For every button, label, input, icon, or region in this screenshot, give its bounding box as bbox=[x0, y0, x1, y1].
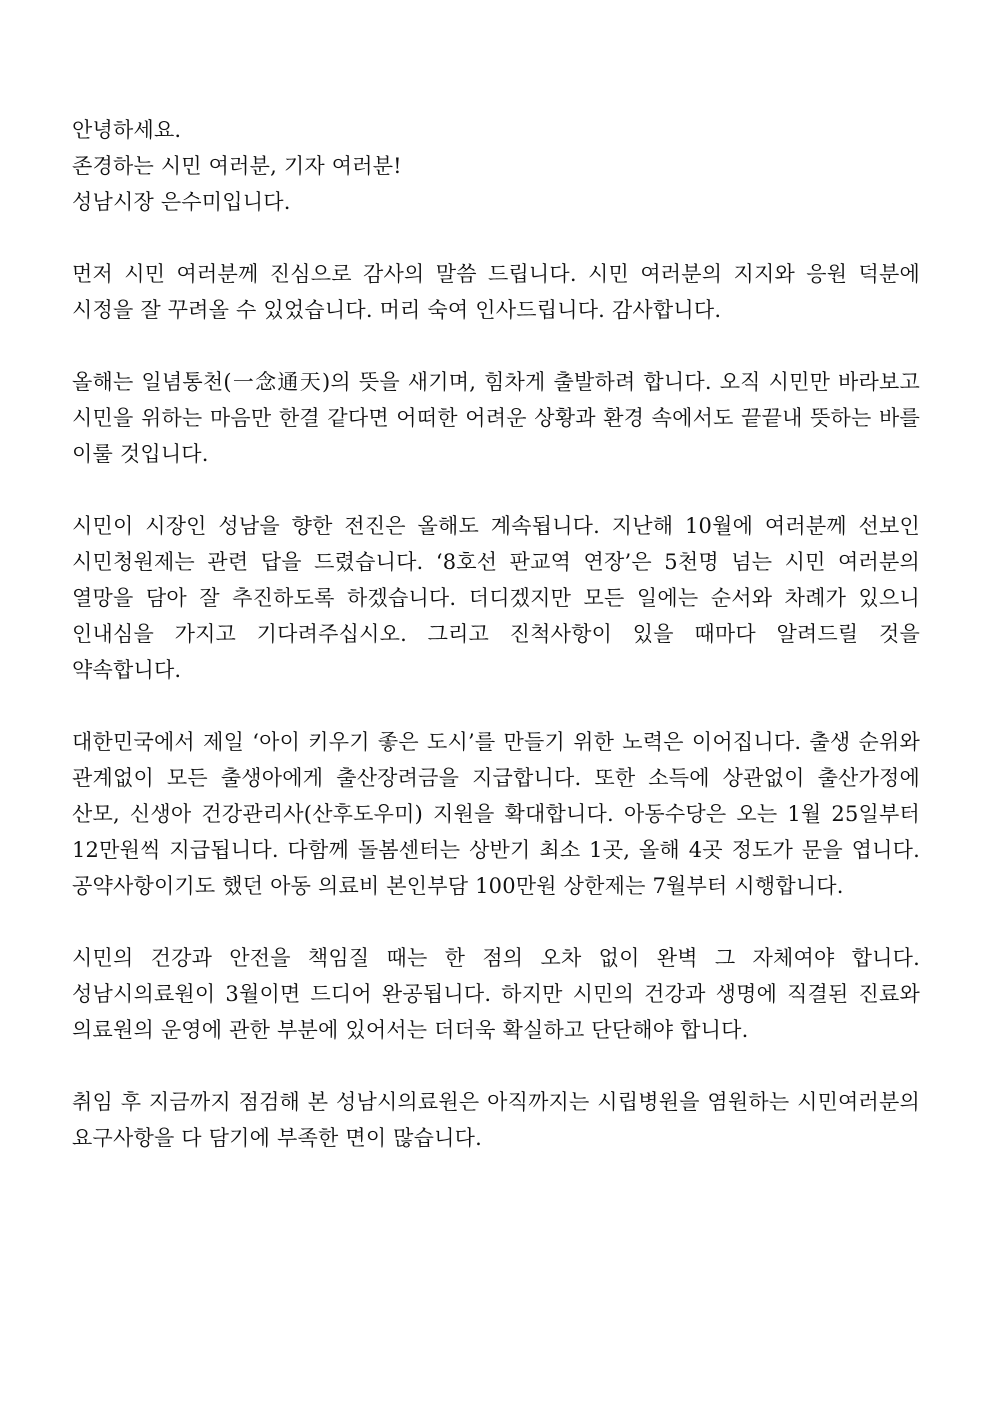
paragraph-gap bbox=[72, 1048, 920, 1084]
greeting-hello: 안녕하세요. bbox=[72, 118, 182, 142]
paragraph-gap bbox=[72, 220, 920, 256]
paragraph-resolution: 올해는 일념통천(一念通天)의 뜻을 새기며, 힘차게 출발하려 합니다. 오직 시민만 바라보고 시민을 위하는 마음만 한결 같다면 어떠한 어려운 상황과 환경 속에서도 끝끝내 뜻하는 바를 이룰 것입니다. bbox=[72, 370, 920, 466]
paragraph-gap bbox=[72, 688, 920, 724]
greeting-audience: 존경하는 시민 여러분, 기자 여러분! bbox=[72, 154, 402, 178]
paragraph-citizen-petition: 시민이 시장인 성남을 향한 전진은 올해도 계속됩니다. 지난해 10월에 여러분께 선보인 시민청원제는 관련 답을 드렸습니다. ‘8호선 판교역 연장’은 5천명 넘는 시민 여러분의 열망을 담아 잘 추진하도록 하겠습니다. 더디겠지만 모든 일에는 순서와 차례가 있으니 인내심을 가지고 기다려주십시오. 그리고 진척사항이 있을 때마다 알려드릴 것을 약속합니다. bbox=[72, 514, 920, 682]
paragraph-gap bbox=[72, 472, 920, 508]
paragraph-review: 취임 후 지금까지 점검해 본 성남시의료원은 아직까지는 시립병원을 염원하는 시민여러분의 요구사항을 다 담기에 부족한 면이 많습니다. bbox=[72, 1090, 920, 1150]
paragraph-childcare: 대한민국에서 제일 ‘아이 키우기 좋은 도시’를 만들기 위한 노력은 이어집니다. 출생 순위와 관계없이 모든 출생아에게 출산장려금을 지급합니다. 또한 소득에 상관없이 출산가정에 산모, 신생아 건강관리사(산후도우미) 지원을 확대합니다. 아동수당은 오는 1월 25일부터 12만원씩 지급됩니다. 다함께 돌봄센터는 상반기 최소 1곳, 올해 4곳 정도가 문을 엽니다. 공약사항이기도 했던 아동 의료비 본인부담 100만원 상한제는 7월부터 시행합니다. bbox=[72, 730, 920, 898]
paragraph-medical-center: 시민의 건강과 안전을 책임질 때는 한 점의 오차 없이 완벽 그 자체여야 합니다. 성남시의료원이 3월이면 드디어 완공됩니다. 하지만 시민의 건강과 생명에 직결된 진료와 의료원의 운영에 관한 부분에 있어서는 더더욱 확실하고 단단해야 합니다. bbox=[72, 946, 920, 1042]
greeting-block bbox=[72, 112, 920, 220]
speech-body bbox=[72, 112, 920, 1156]
paragraph-gap bbox=[72, 904, 920, 940]
paragraph-thanks: 먼저 시민 여러분께 진심으로 감사의 말씀 드립니다. 시민 여러분의 지지와 응원 덕분에 시정을 잘 꾸려올 수 있었습니다. 머리 숙여 인사드립니다. 감사합니다. bbox=[72, 262, 920, 322]
greeting-speaker: 성남시장 은수미입니다. bbox=[72, 190, 291, 214]
paragraph-gap bbox=[72, 328, 920, 364]
